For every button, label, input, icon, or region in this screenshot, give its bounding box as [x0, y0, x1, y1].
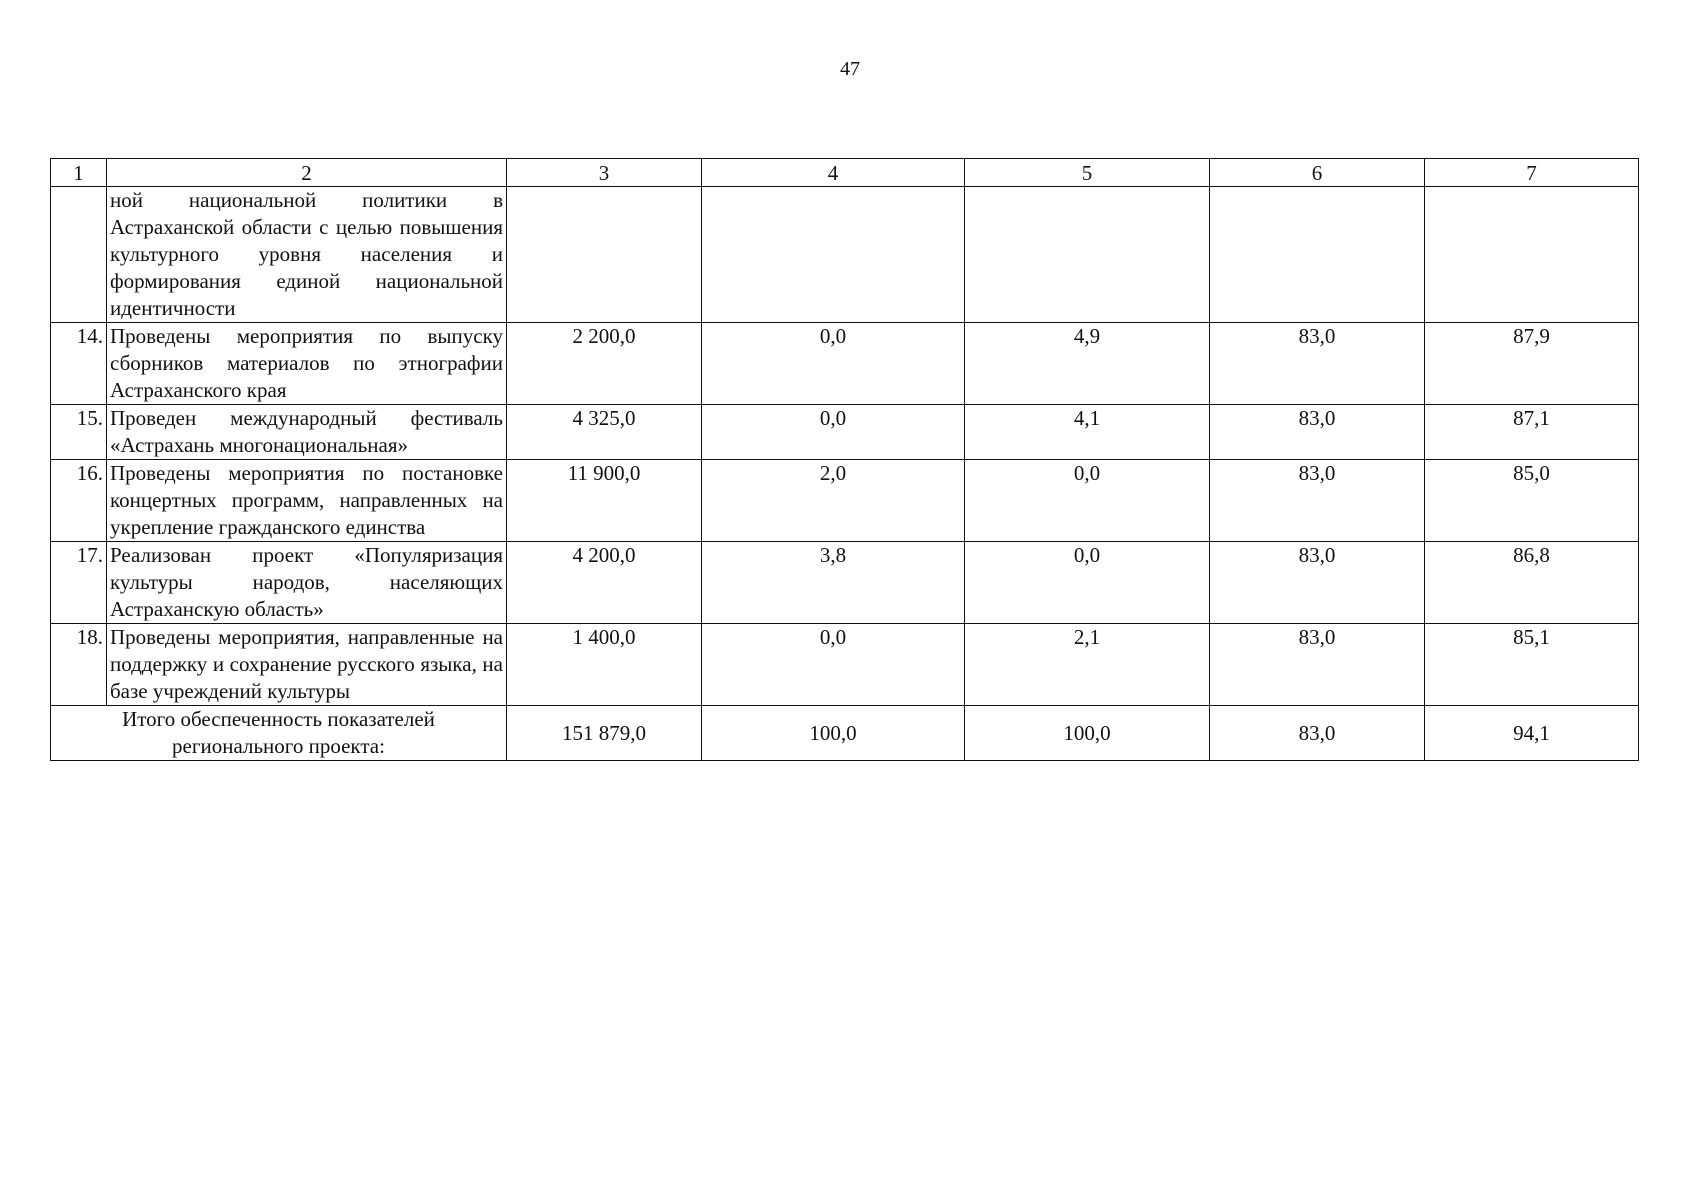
row-value-col-7: 85,1 — [1425, 624, 1639, 706]
total-value-col-3: 151 879,0 — [507, 706, 702, 761]
table-row-continuation — [51, 187, 1639, 323]
row-number: 18. — [51, 624, 107, 706]
table-row — [51, 542, 1639, 624]
row-value-col-6: 83,0 — [1210, 624, 1425, 706]
row-value-col-4: 0,0 — [702, 405, 965, 460]
total-value-col-7: 94,1 — [1425, 706, 1639, 761]
row-value-col-5: 4,1 — [965, 405, 1210, 460]
row-cell — [702, 187, 965, 323]
report-table — [50, 158, 1639, 761]
row-value-col-5: 2,1 — [965, 624, 1210, 706]
row-value-col-4: 0,0 — [702, 624, 965, 706]
row-value-col-3: 1 400,0 — [507, 624, 702, 706]
table-row — [51, 323, 1639, 405]
header-col-3: 3 — [507, 159, 702, 187]
header-col-2: 2 — [107, 159, 507, 187]
header-col-1: 1 — [51, 159, 107, 187]
total-value-col-5: 100,0 — [965, 706, 1210, 761]
table-header — [51, 159, 1639, 187]
row-value-col-7: 86,8 — [1425, 542, 1639, 624]
header-row — [51, 159, 1639, 187]
row-value-col-4: 3,8 — [702, 542, 965, 624]
row-value-col-6: 83,0 — [1210, 323, 1425, 405]
header-col-4: 4 — [702, 159, 965, 187]
row-value-col-6: 83,0 — [1210, 542, 1425, 624]
table-row — [51, 405, 1639, 460]
row-value-col-7: 87,1 — [1425, 405, 1639, 460]
row-description: Реализован проект «Популяризация культуры народов, населяющих Астраханскую область» — [107, 542, 507, 624]
row-value-col-3: 11 900,0 — [507, 460, 702, 542]
total-value-col-4: 100,0 — [702, 706, 965, 761]
row-value-col-4: 2,0 — [702, 460, 965, 542]
table-total-row — [51, 706, 1639, 761]
table-row — [51, 460, 1639, 542]
row-value-col-7: 85,0 — [1425, 460, 1639, 542]
row-number: 14. — [51, 323, 107, 405]
row-number: 17. — [51, 542, 107, 624]
row-description: Проведены мероприятия по выпуску сборников материалов по этнографии Астраханского края — [107, 323, 507, 405]
row-description: Проведены мероприятия по постановке концертных программ, направленных на укрепление гражданского единства — [107, 460, 507, 542]
row-number: 15. — [51, 405, 107, 460]
header-col-7: 7 — [1425, 159, 1639, 187]
row-value-col-6: 83,0 — [1210, 405, 1425, 460]
total-label: Итого обеспеченность показателей регионального проекта: — [51, 706, 507, 761]
row-cell — [1425, 187, 1639, 323]
row-value-col-3: 2 200,0 — [507, 323, 702, 405]
table-body — [51, 187, 1639, 761]
row-value-col-3: 4 200,0 — [507, 542, 702, 624]
header-col-5: 5 — [965, 159, 1210, 187]
row-value-col-4: 0,0 — [702, 323, 965, 405]
row-value-col-5: 4,9 — [965, 323, 1210, 405]
table-row — [51, 624, 1639, 706]
header-col-6: 6 — [1210, 159, 1425, 187]
row-value-col-5: 0,0 — [965, 542, 1210, 624]
total-value-col-6: 83,0 — [1210, 706, 1425, 761]
row-value-col-6: 83,0 — [1210, 460, 1425, 542]
row-number: 16. — [51, 460, 107, 542]
row-cell — [965, 187, 1210, 323]
row-value-col-3: 4 325,0 — [507, 405, 702, 460]
row-cell — [1210, 187, 1425, 323]
row-number — [51, 187, 107, 323]
row-description: ной национальной политики в Астраханской области с целью повышения культурного уровня населения и формирования единой национальной идентичности — [107, 187, 507, 323]
row-cell — [507, 187, 702, 323]
page-number: 47 — [840, 58, 860, 80]
row-description: Проведены мероприятия, направленные на поддержку и сохранение русского языка, на базе учреждений культуры — [107, 624, 507, 706]
row-description: Проведен международный фестиваль «Астрахань многонациональная» — [107, 405, 507, 460]
row-value-col-5: 0,0 — [965, 460, 1210, 542]
row-value-col-7: 87,9 — [1425, 323, 1639, 405]
